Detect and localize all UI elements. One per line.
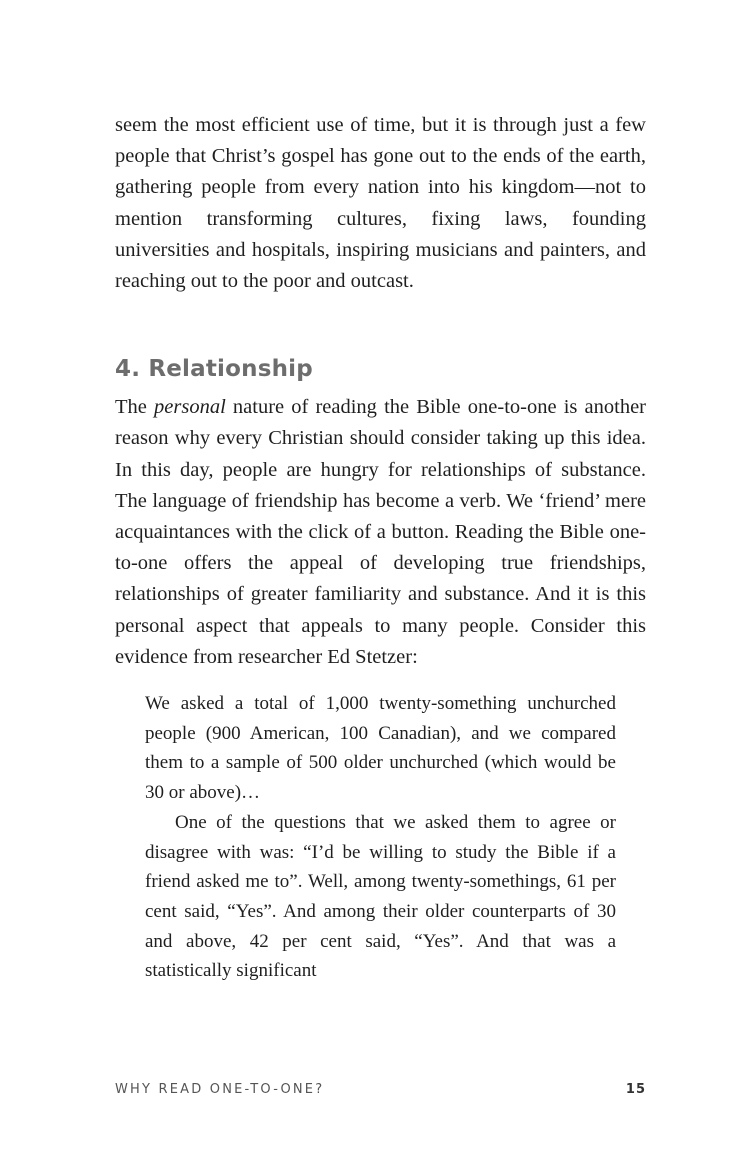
quote-paragraph-1: We asked a total of 1,000 twenty-something unchurched people (900 American, 100 Canadian), and we compared them to a sample of 500 older unchurched (which would be 30 or above)… [145, 693, 616, 804]
relationship-paragraph [115, 392, 646, 673]
running-title: WHY READ ONE-TO-ONE? [115, 1082, 325, 1097]
relationship-lead: The [115, 396, 155, 419]
page-number: 15 [625, 1082, 646, 1097]
page-body [115, 110, 646, 986]
relationship-emphasis: personal [154, 396, 226, 419]
block-quote [145, 689, 616, 986]
relationship-rest: nature of reading the Bible one-to-one is another reason why every Christian should consider taking up this idea. In this day, people are hungry for relationships of substance. The language of friendship has become a verb. We ‘friend’ mere acquaintances with the click of a button. Reading the Bible one-to-one offers the appeal of developing true friendships, relationships of greater familiarity and substance. And it is this personal aspect that appeals to many people. Consider this evidence from researcher Ed Stetzer: [115, 396, 646, 668]
intro-paragraph: seem the most efficient use of time, but it is through just a few people that Christ’s gospel has gone out to the ends of the earth, gathering people from every nation into his kingdom—not to mention transforming cultures, fixing laws, founding universities and hospitals, inspiring musicians and painters, and reaching out to the poor and outcast. [115, 114, 646, 293]
quote-paragraph-2: One of the questions that we asked them to agree or disagree with was: “I’d be willing to study the Bible if a friend asked me to”. Well, among twenty-somethings, 61 per cent said, “Yes”. And among their older counterparts of 30 and above, 42 per cent said, “Yes”. And that was a statistically significant [145, 811, 616, 982]
section-heading: 4. Relationship [115, 356, 313, 383]
